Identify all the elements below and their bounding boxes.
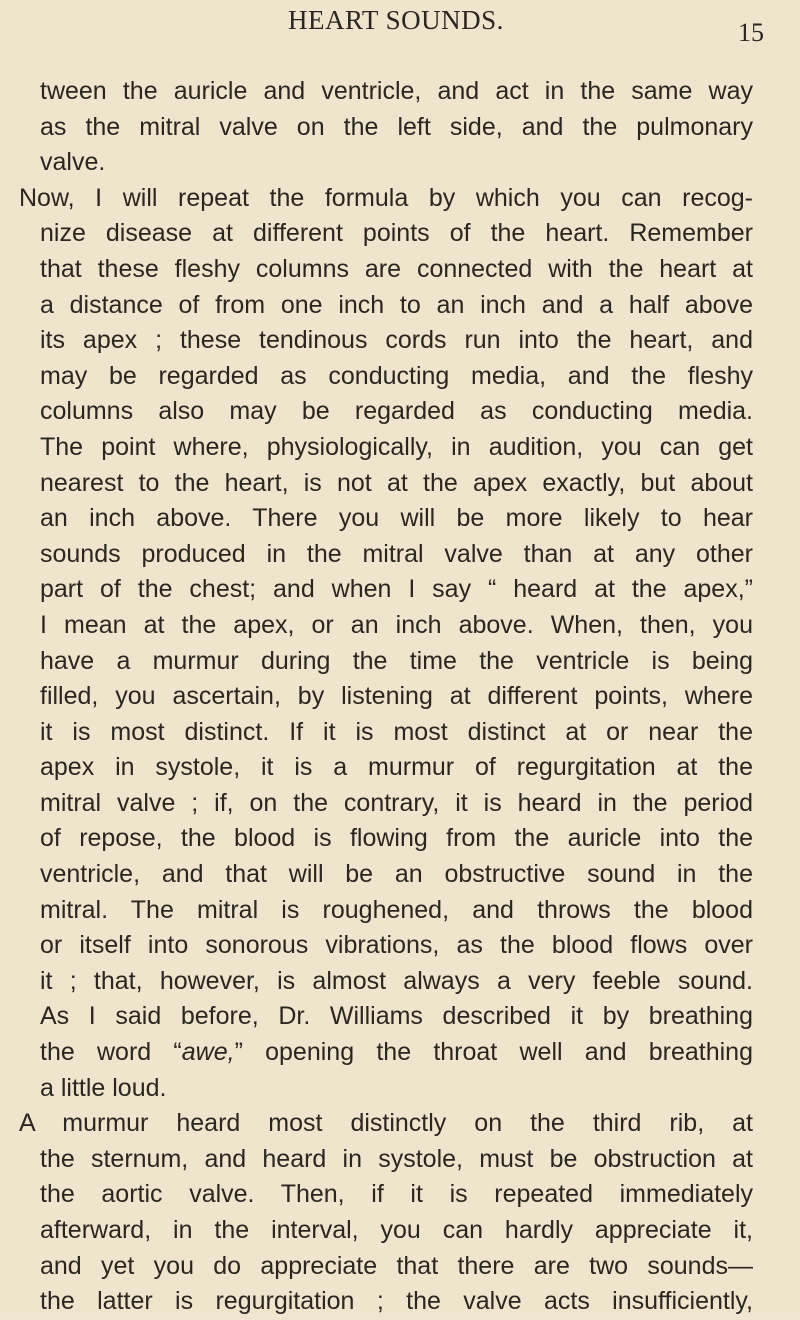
text-line: of repose, the blood is flowing from the auricle into the (40, 824, 753, 853)
text-line: mitral. The mitral is roughened, and throws the blood (40, 895, 753, 924)
text-line: it ; that, however, is almost always a very feeble sound. (40, 966, 753, 995)
line-prefix: the word “ (40, 1038, 182, 1067)
text-line-with-italic (0, 1035, 753, 1071)
text-line: may be regarded as conducting media, and the fleshy (40, 361, 753, 390)
text-line: filled, you ascertain, by listening at different points, where (40, 682, 753, 711)
text-line: part of the chest; and when I say “ heard at the apex,” (40, 575, 753, 604)
text-line: the aortic valve. Then, if it is repeated immediately (40, 1180, 753, 1209)
page-number: 15 (738, 18, 764, 47)
body-text (0, 74, 800, 1320)
text-line: an inch above. There you will be more likely to hear (40, 504, 753, 533)
text-line: as the mitral valve on the left side, and the pulmonary (40, 112, 753, 141)
text-line: the latter is regurgitation ; the valve acts insufficiently, (40, 1287, 753, 1316)
text-line: sounds produced in the mitral valve than at any other (40, 539, 753, 568)
page-header (0, 0, 800, 60)
line-suffix: ” opening the throat well and breathing (234, 1038, 753, 1067)
text-line: tween the auricle and ventricle, and act in the same way (40, 77, 753, 105)
text-line: As I said before, Dr. Williams described it by breathing (40, 1002, 753, 1031)
text-line: The point where, physiologically, in audition, you can get (40, 432, 753, 461)
paragraph-start-line: Now, I will repeat the formula by which you can recog- (19, 183, 753, 212)
text-line: a distance of from one inch to an inch and a half above (40, 290, 753, 319)
text-line: nearest to the heart, is not at the apex exactly, but about (40, 468, 753, 497)
text-line: mitral valve ; if, on the contrary, it is heard in the period (40, 788, 753, 817)
text-line: and yet you do appreciate that there are two sounds— (40, 1251, 753, 1280)
text-line: nize disease at different points of the heart. Remember (40, 219, 753, 248)
text-line: that these fleshy columns are connected with the heart at (40, 254, 753, 283)
text-line: a little loud. (40, 1073, 167, 1102)
text-line: the sternum, and heard in systole, must be obstruction at (40, 1144, 753, 1173)
text-line: I mean at the apex, or an inch above. When, then, you (40, 610, 753, 639)
italic-word: awe, (181, 1038, 235, 1067)
text-line: or itself into sonorous vibrations, as the blood flows over (40, 931, 753, 960)
running-title: HEART SOUNDS. (288, 5, 504, 35)
paragraph-start-line: A murmur heard most distinctly on the third rib, at (19, 1109, 753, 1138)
text-line: columns also may be regarded as conducting media. (40, 397, 753, 426)
text-line: it is most distinct. If it is most distinct at or near the (40, 717, 753, 746)
text-line: its apex ; these tendinous cords run into the heart, and (40, 326, 753, 355)
text-line: apex in systole, it is a murmur of regurgitation at the (40, 753, 753, 782)
text-line: have a murmur during the time the ventricle is being (40, 646, 753, 675)
text-line: ventricle, and that will be an obstructive sound in the (40, 860, 753, 889)
text-line: valve. (40, 148, 106, 177)
text-line: afterward, in the interval, you can hardly appreciate it, (40, 1216, 753, 1244)
